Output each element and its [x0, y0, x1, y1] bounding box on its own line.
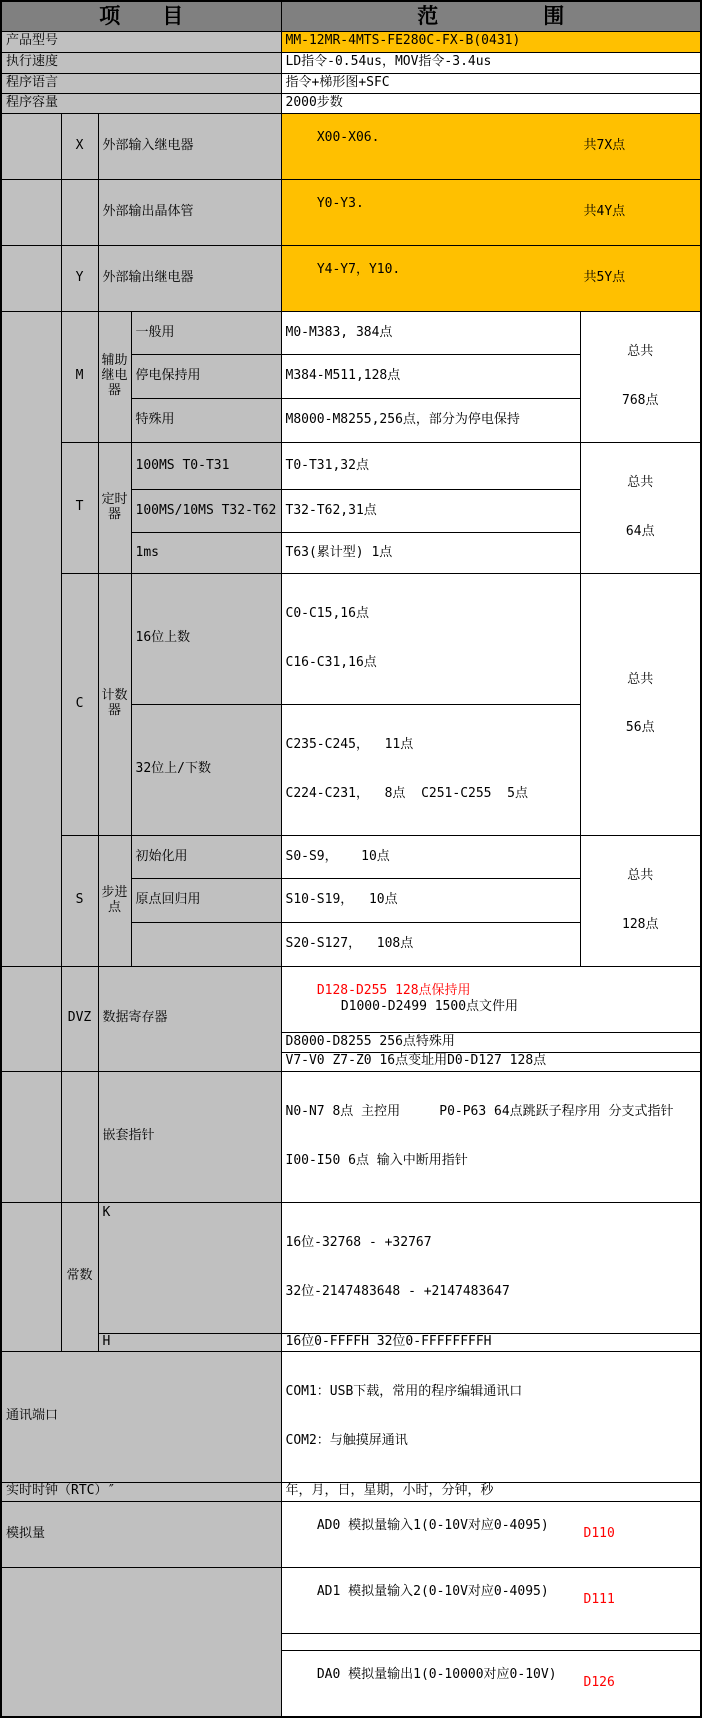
m-letter-cell: M	[61, 311, 98, 442]
const-h-value-cell: 16位0-FFFFH 32位0-FFFFFFFFH	[281, 1333, 701, 1351]
program-capacity-value: 2000步数	[281, 93, 701, 113]
s-total-cell	[580, 835, 701, 966]
m-value-cell: M384-M511,128点	[281, 355, 580, 399]
table-row	[1, 52, 701, 73]
const-h-cell: H	[98, 1333, 281, 1351]
io-range: Y0-Y3.	[316, 195, 364, 211]
blank-cell	[61, 1071, 98, 1202]
c-total-cell	[580, 573, 701, 835]
blank-cell	[1, 1202, 61, 1351]
io-total: 共4Y点	[583, 203, 626, 219]
const-label-cell: 常数	[61, 1202, 98, 1351]
table-row	[1, 73, 701, 93]
table-row	[1, 966, 701, 1032]
exec-speed-value: LD指令-0.54us，MOV指令-3.4us	[281, 52, 701, 73]
io-value-cell	[281, 245, 701, 311]
table-row	[1, 1567, 701, 1633]
t-value-cell: T0-T31,32点	[281, 442, 580, 489]
io-letter-blank	[61, 179, 98, 245]
analog-register-code: D110	[583, 1525, 615, 1541]
header-scope-cell: 范 围	[281, 1, 701, 31]
io-total: 共5Y点	[583, 269, 626, 285]
const-k-cell: K	[98, 1202, 281, 1333]
m-value-cell: M8000-M8255,256点，部分为停电保持	[281, 398, 580, 442]
io-value-cell	[281, 113, 701, 179]
c-group-cell: 计数器	[98, 573, 131, 835]
pointer-line: I00-I50 6点 输入中断用指针	[285, 1152, 468, 1168]
dvz-file-range: D1000-D2499 1500点文件用	[340, 999, 519, 1014]
s-value-cell: S0-S9， 10点	[281, 835, 580, 879]
dvz-value-cell: D8000-D8255 256点特殊用	[281, 1032, 701, 1052]
analog-value-cell	[281, 1501, 701, 1567]
table-row	[1, 245, 701, 311]
io-value-cell	[281, 179, 701, 245]
table-row	[1, 1501, 701, 1567]
dvz-value-cell: V7-V0 Z7-Z0 16点变址用D0-D127 128点	[281, 1052, 701, 1071]
io-total: 共7X点	[583, 137, 626, 153]
table-row	[1, 573, 701, 704]
analog-value-cell	[281, 1567, 701, 1633]
c-value-line: C16-C31,16点	[285, 654, 377, 670]
total-line: 768点	[622, 392, 659, 408]
io-name-cell: 外部输入继电器	[98, 113, 281, 179]
analog-register-code: D126	[583, 1674, 615, 1690]
m-total-cell	[580, 311, 701, 442]
io-name-cell: 外部输出继电器	[98, 245, 281, 311]
table-row	[1, 311, 701, 355]
total-line: 总共	[627, 475, 654, 490]
c-letter-cell: C	[61, 573, 98, 835]
m-value-cell: M0-M383, 384点	[281, 311, 580, 355]
product-model-value: MM-12MR-4MTS-FE280C-FX-B(0431)	[281, 31, 701, 52]
total-line: 56点	[625, 720, 655, 736]
analog-channel: AD0 模拟量输入1(0-10V对应0-4095)	[316, 1517, 549, 1533]
t-subitem-cell: 100MS/10MS T32-T62	[131, 489, 281, 532]
table-row	[1, 113, 701, 179]
io-letter-x: X	[61, 113, 98, 179]
table-row	[1, 1202, 701, 1333]
blank-cell	[1, 966, 61, 1071]
c-subitem-cell: 16位上数	[131, 573, 281, 704]
total-line: 总共	[627, 344, 654, 359]
t-group-cell: 定时器	[98, 442, 131, 573]
blank-cell	[1, 113, 61, 179]
blank-cell	[1, 245, 61, 311]
s-group-cell: 步进点	[98, 835, 131, 966]
dvz-value-cell	[281, 966, 701, 1032]
c-value-cell	[281, 704, 580, 835]
table-row	[1, 442, 701, 489]
comm-label-cell: 通讯端口	[1, 1351, 281, 1482]
analog-label-cell: 模拟量	[1, 1501, 281, 1567]
header-item-cell: 项 目	[1, 1, 281, 31]
dvz-letter-cell: DVZ	[61, 966, 98, 1071]
total-line: 总共	[627, 671, 654, 687]
io-letter-y: Y	[61, 245, 98, 311]
io-range: Y4-Y7，Y10.	[316, 261, 401, 277]
program-language-label: 程序语言	[1, 73, 281, 93]
rtc-label-cell: 实时时钟（RTC）″	[1, 1482, 281, 1501]
comm-line: COM2：与触摸屏通讯	[285, 1432, 408, 1448]
blank-cell	[1, 311, 61, 966]
m-subitem-cell: 停电保持用	[131, 355, 281, 399]
c-value-line: C235-C245， 11点	[285, 737, 414, 752]
c-value-line: C224-C231， 8点 C251-C255 5点	[285, 785, 528, 801]
s-value-cell: S20-S127， 108点	[281, 922, 580, 966]
io-name-cell: 外部输出晶体管	[98, 179, 281, 245]
analog-value-cell	[281, 1650, 701, 1717]
comm-line: COM1：USB下载，常用的程序编辑通讯口	[285, 1384, 523, 1399]
pointer-line: N0-N7 8点 主控用 P0-P63 64点跳跃子程序用 分支式指针	[285, 1104, 674, 1119]
dvz-retentive-range: D128-D255 128点保持用	[316, 982, 471, 998]
program-language-value: 指令+梯形图+SFC	[281, 73, 701, 93]
t-letter-cell: T	[61, 442, 98, 573]
total-line: 64点	[625, 523, 655, 539]
table-row	[1, 93, 701, 113]
table-row	[1, 1351, 701, 1482]
comm-value-cell	[281, 1351, 701, 1482]
table-row	[1, 1071, 701, 1202]
exec-speed-label: 执行速度	[1, 52, 281, 73]
table-row	[1, 835, 701, 879]
m-group-cell: 辅助继电器	[98, 311, 131, 442]
t-value-cell: T32-T62,31点	[281, 489, 580, 532]
t-subitem-cell: 100MS T0-T31	[131, 442, 281, 489]
m-subitem-cell: 一般用	[131, 311, 281, 355]
total-line: 128点	[622, 916, 659, 932]
total-line: 总共	[627, 868, 654, 883]
analog-empty-cell	[281, 1633, 701, 1650]
c-value-cell	[281, 573, 580, 704]
s-subitem-cell: 初始化用	[131, 835, 281, 879]
m-subitem-cell: 特殊用	[131, 398, 281, 442]
dvz-name-cell: 数据寄存器	[98, 966, 281, 1071]
table-row	[1, 1333, 701, 1351]
c-subitem-cell: 32位上/下数	[131, 704, 281, 835]
s-letter-cell: S	[61, 835, 98, 966]
analog-channel: DA0 模拟量输出1(0-10000对应0-10V)	[316, 1666, 557, 1682]
table-row	[1, 1482, 701, 1501]
rtc-value-cell: 年，月，日，星期，小时，分钟，秒	[281, 1482, 701, 1501]
io-range: X00-X06.	[316, 129, 380, 145]
s-value-cell: S10-S19， 10点	[281, 879, 580, 923]
blank-cell	[1, 1071, 61, 1202]
analog-channel: AD1 模拟量输入2(0-10V对应0-4095)	[316, 1583, 549, 1599]
const-k-value-cell	[281, 1202, 701, 1333]
s-subitem-cell	[131, 922, 281, 966]
blank-cell	[1, 1567, 281, 1717]
s-subitem-cell: 原点回归用	[131, 879, 281, 923]
const-k-line: 32位-2147483648 - +2147483647	[285, 1283, 510, 1299]
analog-register-code: D111	[583, 1591, 615, 1607]
table-row	[1, 179, 701, 245]
pointer-name-cell: 嵌套指针	[98, 1071, 281, 1202]
program-capacity-label: 程序容量	[1, 93, 281, 113]
const-k-line: 16位-32768 - +32767	[285, 1235, 432, 1250]
t-total-cell	[580, 442, 701, 573]
t-value-cell: T63(累计型) 1点	[281, 532, 580, 573]
blank-cell	[1, 179, 61, 245]
table-row	[1, 31, 701, 52]
c-value-line: C0-C15,16点	[285, 606, 369, 621]
product-model-label: 产品型号	[1, 31, 281, 52]
table-row	[1, 1, 701, 31]
pointer-value-cell	[281, 1071, 701, 1202]
t-subitem-cell: 1ms	[131, 532, 281, 573]
